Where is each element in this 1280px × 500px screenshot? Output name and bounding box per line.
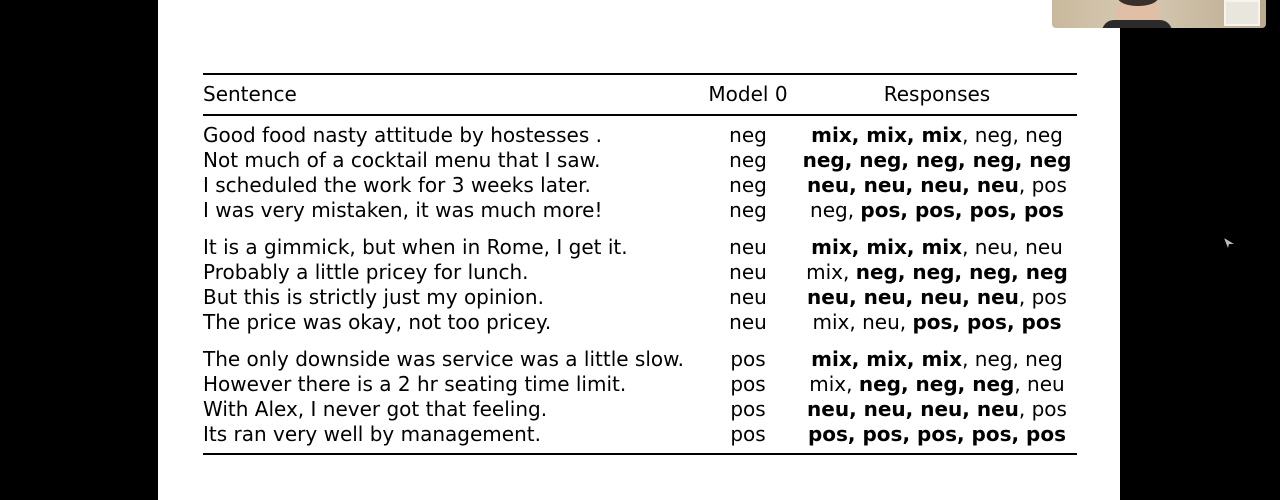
resp-bold: pos, pos, pos — [912, 310, 1062, 334]
table-top-rule — [203, 73, 1077, 75]
cell-responses — [797, 285, 1077, 310]
resp-plain: , pos — [1018, 397, 1067, 421]
cell-sentence: I was very mistaken, it was much more! — [203, 198, 603, 222]
resp-bold: pos, pos, pos, pos — [860, 198, 1064, 222]
webcam-background-window — [1224, 0, 1260, 26]
header-model: Model 0 — [708, 82, 788, 106]
resp-bold: pos, pos, pos, pos, pos — [807, 422, 1067, 446]
resp-plain: , pos — [1018, 173, 1067, 197]
cell-sentence: The only downside was service was a little slow. — [203, 347, 685, 371]
cell-sentence: With Alex, I never got that feeling. — [203, 397, 548, 421]
cell-model: neu — [729, 235, 767, 259]
table-row — [203, 372, 1077, 397]
table-row — [203, 347, 1077, 372]
resp-plain: , neg, neg — [962, 123, 1063, 147]
cell-sentence: Good food nasty attitude by hostesses . — [203, 123, 602, 147]
resp-bold: mix, mix, mix — [811, 235, 963, 259]
cell-responses — [797, 173, 1077, 198]
table-row — [203, 148, 1077, 173]
resp-bold: neg, neg, neg — [858, 372, 1015, 396]
resp-plain: mix, — [809, 372, 859, 396]
cell-model: neu — [729, 285, 767, 309]
cell-model: pos — [730, 372, 766, 396]
cell-sentence: However there is a 2 hr seating time limit. — [203, 372, 627, 396]
cell-model: neg — [729, 198, 767, 222]
table-row — [203, 198, 1077, 223]
resp-plain: , neg, neg — [962, 347, 1063, 371]
cell-responses — [797, 372, 1077, 397]
header-sentence: Sentence — [203, 82, 297, 106]
resp-plain: , pos — [1018, 285, 1067, 309]
table-bottom-rule — [203, 453, 1077, 455]
resp-bold: neg, neg, neg, neg — [855, 260, 1068, 284]
cell-sentence: Probably a little pricey for lunch. — [203, 260, 529, 284]
cell-responses — [797, 123, 1077, 148]
table-row — [203, 422, 1077, 447]
cell-sentence: I scheduled the work for 3 weeks later. — [203, 173, 591, 197]
resp-plain: neg, — [810, 198, 861, 222]
slide-canvas — [158, 0, 1120, 500]
resp-bold: neu, neu, neu, neu — [807, 173, 1019, 197]
resp-plain: , neu — [1014, 372, 1065, 396]
resp-plain: mix, — [806, 260, 856, 284]
cell-responses — [797, 260, 1077, 285]
table-row — [203, 285, 1077, 310]
resp-bold: neu, neu, neu, neu — [807, 285, 1019, 309]
resp-bold: mix, mix, mix — [811, 347, 963, 371]
resp-plain: , neu, neu — [962, 235, 1063, 259]
table-row — [203, 235, 1077, 260]
cell-responses — [797, 310, 1077, 335]
resp-plain: mix, neu, — [812, 310, 913, 334]
table-row — [203, 310, 1077, 335]
cell-model: neu — [729, 260, 767, 284]
cell-responses — [797, 397, 1077, 422]
resp-bold: neu, neu, neu, neu — [807, 397, 1019, 421]
cell-model: neg — [729, 123, 767, 147]
table-row — [203, 123, 1077, 148]
cell-model: neg — [729, 173, 767, 197]
cell-responses — [797, 422, 1077, 447]
webcam-person-shirt — [1102, 20, 1172, 28]
cell-model: neg — [729, 148, 767, 172]
cell-model: pos — [730, 422, 766, 446]
cell-model: pos — [730, 347, 766, 371]
cell-sentence: The price was okay, not too pricey. — [203, 310, 552, 334]
cell-sentence: Its ran very well by management. — [203, 422, 541, 446]
mouse-cursor-icon — [1224, 238, 1234, 248]
resp-bold: mix, mix, mix — [811, 123, 963, 147]
cell-sentence: Not much of a cocktail menu that I saw. — [203, 148, 601, 172]
cell-model: neu — [729, 310, 767, 334]
table-header-row — [203, 82, 1077, 107]
cell-responses — [797, 235, 1077, 260]
header-responses: Responses — [883, 82, 991, 106]
cell-responses — [797, 198, 1077, 223]
table-row — [203, 397, 1077, 422]
table-row — [203, 173, 1077, 198]
table-row — [203, 260, 1077, 285]
cell-responses — [797, 148, 1077, 173]
cell-model: pos — [730, 397, 766, 421]
cell-responses — [797, 347, 1077, 372]
webcam-thumbnail[interactable] — [1052, 0, 1266, 28]
cell-sentence: But this is strictly just my opinion. — [203, 285, 544, 309]
cell-sentence: It is a gimmick, but when in Rome, I get it. — [203, 235, 628, 259]
table-header-rule — [203, 114, 1077, 116]
resp-bold: neg, neg, neg, neg, neg — [802, 148, 1072, 172]
